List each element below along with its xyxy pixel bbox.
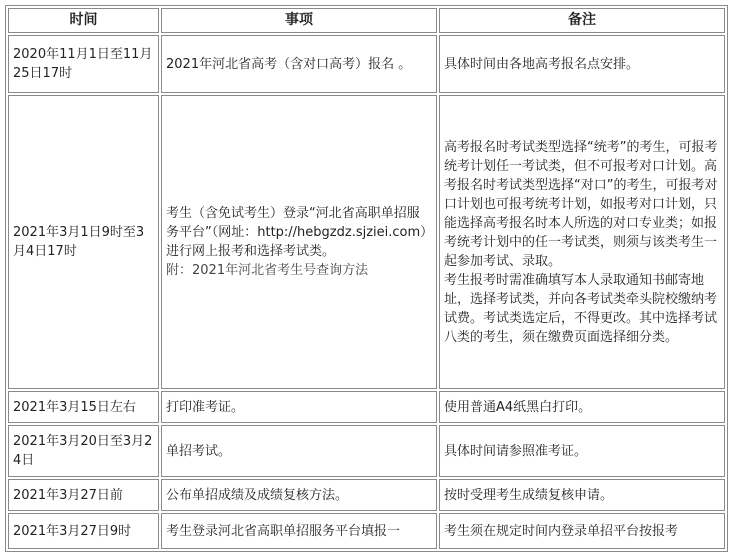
time-cell: 2021年3月27日9时 <box>8 513 159 549</box>
item-cell <box>161 95 437 389</box>
note-paragraph-2: 考生报考时需准确填写本人录取通知书邮寄地址，选择考试类，并向各考试类牵头院校缴纳考试费。考试类选定后，不得更改。其中选择考试八类的考生，须在缴费页面选择细分类。 <box>444 272 718 345</box>
note-cell: 具体时间请参照准考证。 <box>439 425 725 477</box>
item-cell: 打印准考证。 <box>161 391 437 423</box>
note-cell: 按时受理考生成绩复核申请。 <box>439 479 725 511</box>
time-cell: 2021年3月27日前 <box>8 479 159 511</box>
time-cell: 2021年3月20日至3月24日 <box>8 425 159 477</box>
table-row <box>8 479 725 511</box>
time-cell: 2021年3月15日左右 <box>8 391 159 423</box>
header-time: 时间 <box>8 8 159 33</box>
note-cell: 考生须在规定时间内登录单招平台按报考 <box>439 513 725 549</box>
header-note: 备注 <box>439 8 725 33</box>
note-paragraph-1: 高考报名时考试类型选择“统考”的考生，可报考统考计划任一考试类，但不可报考对口计划。高考报名时考试类型选择“对口”的考生，可报考对口计划也可报考统考计划，如报考对口计划，只能选择高考报名时本人所选的对口专业类；如报考统考计划中的任一考试类，则须与该类考生一起参加考试、录取。 <box>444 139 718 269</box>
table-row <box>8 391 725 423</box>
table-row <box>8 425 725 477</box>
item-cell: 考生登录河北省高职单招服务平台填报一 <box>161 513 437 549</box>
item-cell: 2021年河北省高考（含对口高考）报名 。 <box>161 35 437 93</box>
table-header-row <box>8 8 725 33</box>
table-row <box>8 95 725 389</box>
item-cell: 单招考试。 <box>161 425 437 477</box>
time-cell: 2021年3月1日9时至3月4日17时 <box>8 95 159 389</box>
item-text: 考生（含免试考生）登录“河北省高职单招服务平台”（网址：http://hebgzdz.sjziei.com）进行网上报考和选择考试类。 <box>166 206 427 259</box>
query-method-link[interactable]: 附：2021年河北省考生号查询方法 <box>166 263 369 278</box>
table-row <box>8 513 725 549</box>
time-cell: 2020年11月1日至11月25日17时 <box>8 35 159 93</box>
header-item: 事项 <box>161 8 437 33</box>
table-row <box>8 35 725 93</box>
item-cell: 公布单招成绩及成绩复核方法。 <box>161 479 437 511</box>
note-cell: 具体时间由各地高考报名点安排。 <box>439 35 725 93</box>
note-cell <box>439 95 725 389</box>
note-cell: 使用普通A4纸黑白打印。 <box>439 391 725 423</box>
schedule-table <box>5 5 728 552</box>
